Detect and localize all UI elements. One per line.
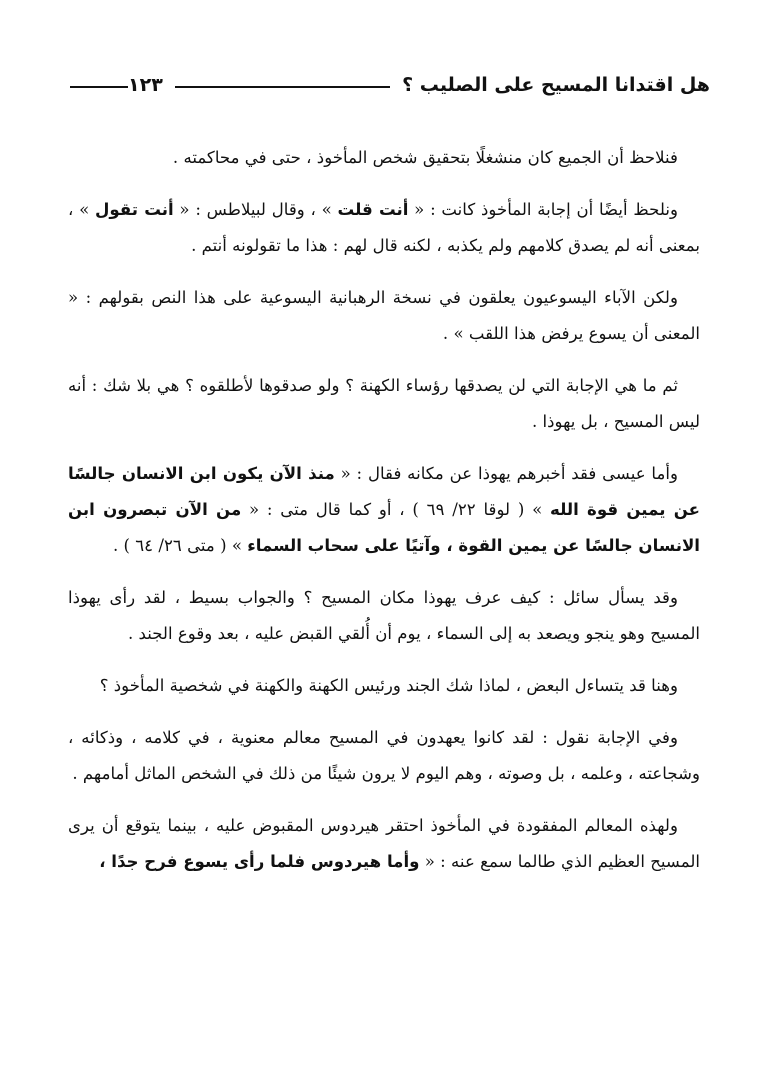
page-number: ١٢٣ xyxy=(128,74,163,96)
running-header-title: هل اقتدانا المسيح على الصليب ؟ xyxy=(402,74,710,96)
text-run: وهنا قد يتساءل البعض ، لماذا شك الجند ورئيس الكهنة والكهنة في شخصية المأخوذ ؟ xyxy=(99,676,678,695)
text-run: ولهذه المعالم المفقودة في المأخوذ احتقر هيردوس المقبوض عليه ، بينما يتوقع أن يرى المسيح العظيم الذي طالما سمع عنه : « xyxy=(68,816,700,871)
paragraph-3 xyxy=(68,280,700,352)
paragraph-8 xyxy=(68,720,700,792)
text-run: ثم ما هي الإجابة التي لن يصدقها رؤساء الكهنة ؟ ولو صدقوها لأطلقوه ؟ هي بلا شك : أنه ليس المسيح ، بل يهوذا . xyxy=(68,376,700,431)
paragraph-9 xyxy=(68,808,700,880)
running-header xyxy=(70,68,710,102)
paragraph-2 xyxy=(68,192,700,264)
text-run: وفي الإجابة نقول : لقد كانوا يعهدون في المسيح معالم معنوية ، في كلامه ، وذكائه ، وشجاعته ، وعلمه ، بل وصوته ، وهم اليوم لا يرون شيئًا من ذلك في الشخص الماثل أمامهم . xyxy=(68,728,700,783)
body-text xyxy=(68,140,700,894)
header-rule-long xyxy=(175,86,390,88)
text-run: فنلاحظ أن الجميع كان منشغلًا بتحقيق شخص المأخوذ ، حتى في محاكمته . xyxy=(172,148,678,167)
quoted-verse: وأما هيردوس فلما رأى يسوع فرح جدًا ، xyxy=(99,852,420,871)
quoted-phrase: أنت قلت xyxy=(337,200,409,219)
text-run: » ، وقال لبيلاطس : « xyxy=(173,200,338,219)
paragraph-5 xyxy=(68,456,700,564)
text-run: وقد يسأل سائل : كيف عرف يهوذا مكان المسيح ؟ والجواب بسيط ، لقد رأى يهوذا المسيح وهو ينجو ويصعد به إلى السماء ، يوم أن أُلقي القبض عليه ، بعد وقوع الجند . xyxy=(68,588,700,643)
text-run: ونلحظ أيضًا أن إجابة المأخوذ كانت : « xyxy=(408,200,678,219)
text-run: ولكن الآباء اليسوعيون يعلقون في نسخة الرهبانية اليسوعية على هذا النص بقولهم : « المعنى أن يسوع يرفض هذا اللقب » . xyxy=(68,288,700,343)
quoted-verse: منذ الآن يكون ابن الانسان جالسًا عن يمين قوة الله xyxy=(68,464,700,519)
text-run: » ( متى ٢٦/ ٦٤ ) . xyxy=(112,536,248,555)
text-run: » ( لوقا ٢٢/ ٦٩ ) ، أو كما قال متى : « xyxy=(241,500,551,519)
text-run: وأما عيسى فقد أخبرهم يهوذا عن مكانه فقال : « xyxy=(334,464,678,483)
paragraph-1 xyxy=(68,140,700,176)
quoted-phrase: أنت تقول xyxy=(94,200,174,219)
text-run: » ، بمعنى أنه لم يصدق كلامهم ولم يكذبه ، لكنه قال لهم : هذا ما تقولونه أنتم . xyxy=(68,200,700,255)
paragraph-6 xyxy=(68,580,700,652)
quoted-verse: من الآن تبصرون ابن الانسان جالسًا عن يمين القوة ، وآتيًا على سحاب السماء xyxy=(68,500,700,555)
paragraph-7 xyxy=(68,668,700,704)
paragraph-4 xyxy=(68,368,700,440)
header-rule-short xyxy=(70,86,128,88)
